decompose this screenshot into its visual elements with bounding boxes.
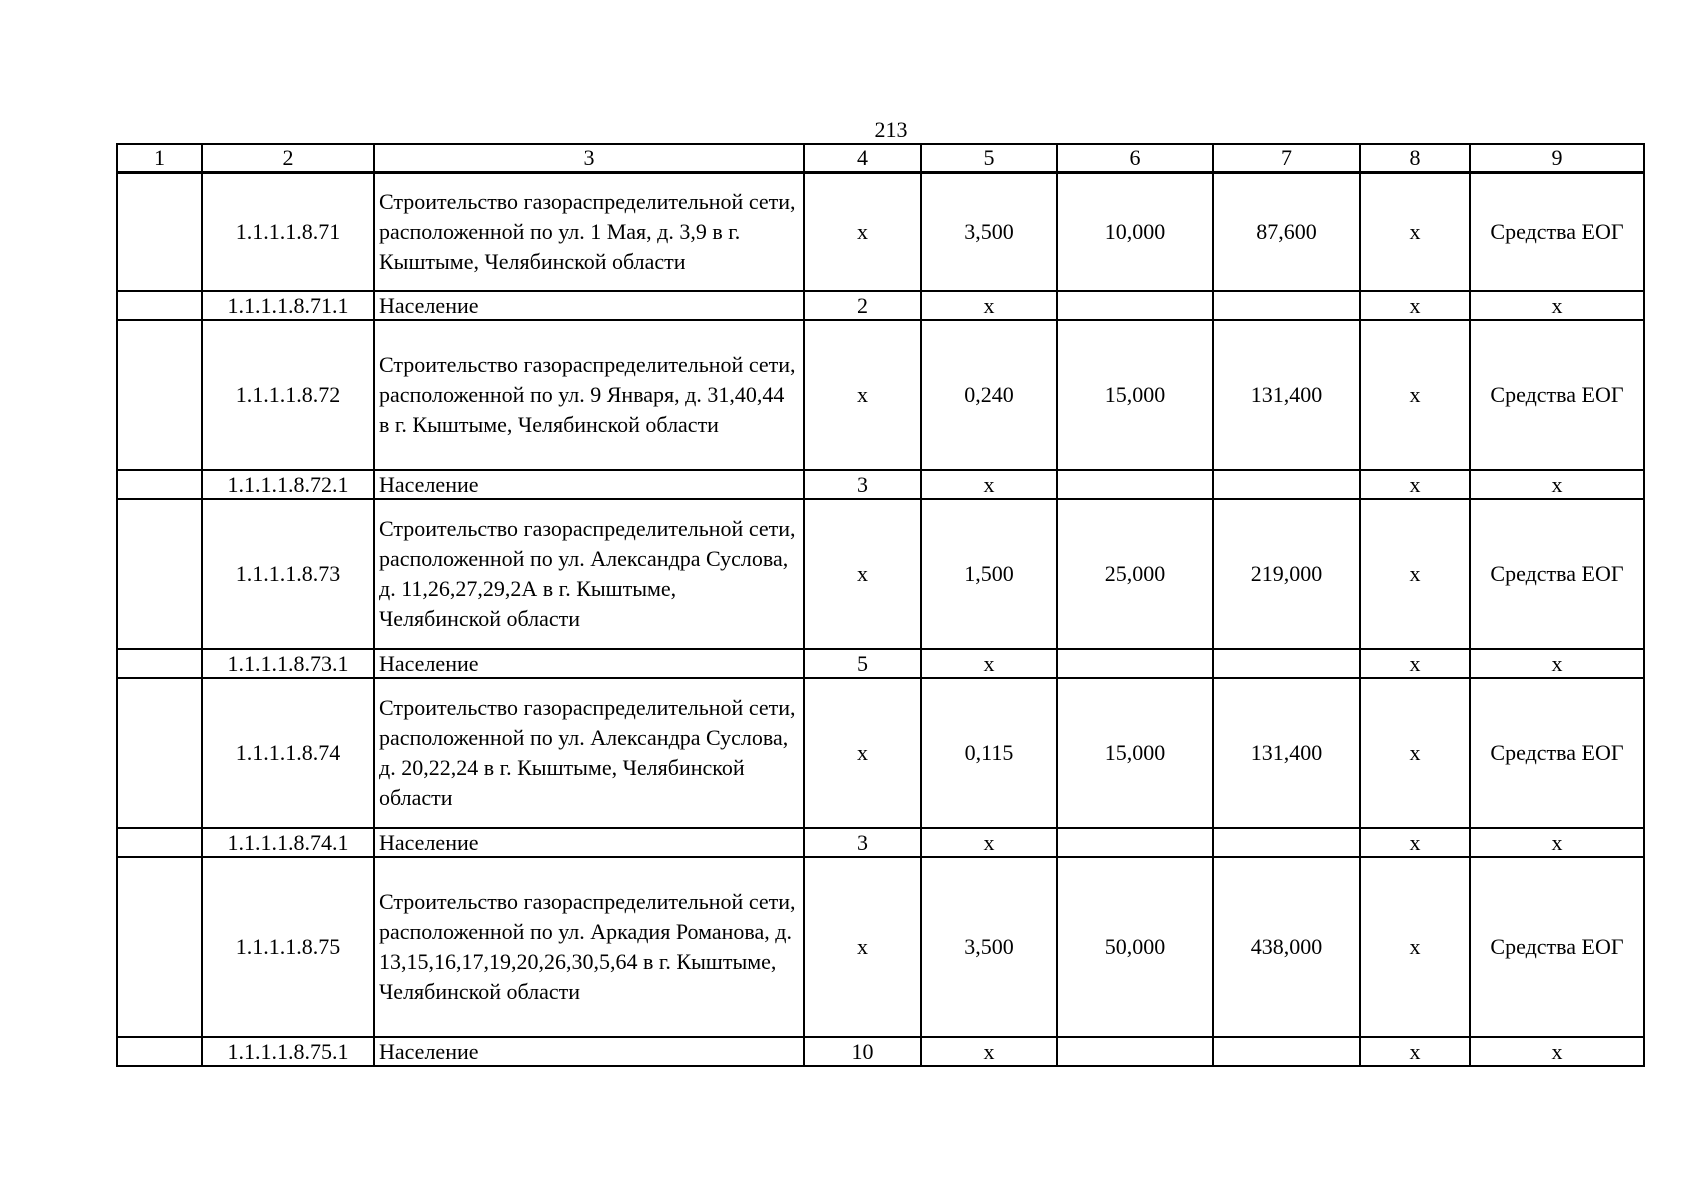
table-row — [117, 1037, 1644, 1066]
description-cell: Строительство газораспределительной сети, расположенной по ул. 9 Января, д. 31,40,44 в г. Кыштыме, Челябинской области — [374, 320, 804, 470]
value-cell: x — [1360, 470, 1470, 499]
value-cell: x — [921, 1037, 1057, 1066]
funding-cell: x — [1470, 649, 1644, 678]
value-cell: 10,000 — [1057, 173, 1213, 291]
value-cell — [1057, 291, 1213, 320]
value-cell — [1057, 1037, 1213, 1066]
page-number: 213 — [874, 117, 908, 142]
code-cell: 1.1.1.1.8.71.1 — [202, 291, 374, 320]
value-cell: 15,000 — [1057, 320, 1213, 470]
header-cell: 1 — [117, 144, 202, 173]
row-number-cell — [117, 649, 202, 678]
funding-cell: x — [1470, 291, 1644, 320]
value-cell: 25,000 — [1057, 499, 1213, 649]
value-cell — [1057, 470, 1213, 499]
table-row — [117, 499, 1644, 649]
value-cell — [1057, 649, 1213, 678]
value-cell — [1213, 649, 1360, 678]
table-row — [117, 320, 1644, 470]
value-cell — [1213, 291, 1360, 320]
description-cell: Население — [374, 291, 804, 320]
row-number-cell — [117, 499, 202, 649]
description-cell: Строительство газораспределительной сети, расположенной по ул. Александра Суслова, д. 20,22,24 в г. Кыштыме, Челябинской области — [374, 678, 804, 828]
value-cell: x — [804, 857, 921, 1037]
table-row — [117, 173, 1644, 291]
description-cell: Население — [374, 1037, 804, 1066]
funding-cell: Средства ЕОГ — [1470, 857, 1644, 1037]
value-cell: x — [1360, 320, 1470, 470]
header-cell: 5 — [921, 144, 1057, 173]
header-cell: 7 — [1213, 144, 1360, 173]
header-cell: 6 — [1057, 144, 1213, 173]
value-cell: 2 — [804, 291, 921, 320]
table-row — [117, 678, 1644, 828]
value-cell: 50,000 — [1057, 857, 1213, 1037]
funding-cell: x — [1470, 470, 1644, 499]
value-cell: x — [1360, 828, 1470, 857]
value-cell: 131,400 — [1213, 678, 1360, 828]
row-number-cell — [117, 828, 202, 857]
value-cell: 3,500 — [921, 173, 1057, 291]
value-cell — [1213, 470, 1360, 499]
value-cell: x — [1360, 291, 1470, 320]
header-cell: 3 — [374, 144, 804, 173]
row-number-cell — [117, 1037, 202, 1066]
value-cell: 87,600 — [1213, 173, 1360, 291]
table-header-row — [117, 144, 1644, 173]
row-number-cell — [117, 320, 202, 470]
value-cell — [1057, 828, 1213, 857]
value-cell: 15,000 — [1057, 678, 1213, 828]
row-number-cell — [117, 291, 202, 320]
table-row — [117, 470, 1644, 499]
value-cell: x — [804, 499, 921, 649]
description-cell: Население — [374, 649, 804, 678]
value-cell: 219,000 — [1213, 499, 1360, 649]
value-cell: 131,400 — [1213, 320, 1360, 470]
value-cell: x — [1360, 1037, 1470, 1066]
value-cell: 5 — [804, 649, 921, 678]
value-cell: x — [921, 291, 1057, 320]
funding-cell: Средства ЕОГ — [1470, 499, 1644, 649]
value-cell: x — [1360, 857, 1470, 1037]
code-cell: 1.1.1.1.8.74.1 — [202, 828, 374, 857]
header-cell: 4 — [804, 144, 921, 173]
value-cell: x — [804, 678, 921, 828]
description-cell: Строительство газораспределительной сети, расположенной по ул. Аркадия Романова, д. 13,15,16,17,19,20,26,30,5,64 в г. Кыштыме, Челябинской области — [374, 857, 804, 1037]
value-cell: x — [1360, 649, 1470, 678]
value-cell: x — [921, 470, 1057, 499]
funding-cell: Средства ЕОГ — [1470, 678, 1644, 828]
value-cell — [1213, 828, 1360, 857]
value-cell: 10 — [804, 1037, 921, 1066]
table-row — [117, 857, 1644, 1037]
description-cell: Строительство газораспределительной сети, расположенной по ул. Александра Суслова, д. 11,26,27,29,2А в г. Кыштыме, Челябинской области — [374, 499, 804, 649]
row-number-cell — [117, 470, 202, 499]
value-cell: 3,500 — [921, 857, 1057, 1037]
value-cell: 0,115 — [921, 678, 1057, 828]
value-cell: x — [921, 649, 1057, 678]
code-cell: 1.1.1.1.8.74 — [202, 678, 374, 828]
funding-cell: Средства ЕОГ — [1470, 320, 1644, 470]
code-cell: 1.1.1.1.8.71 — [202, 173, 374, 291]
table-row — [117, 828, 1644, 857]
investment-table — [116, 143, 1645, 1067]
value-cell: x — [804, 320, 921, 470]
value-cell: 3 — [804, 470, 921, 499]
header-cell: 2 — [202, 144, 374, 173]
code-cell: 1.1.1.1.8.75.1 — [202, 1037, 374, 1066]
value-cell: x — [804, 173, 921, 291]
description-cell: Население — [374, 470, 804, 499]
value-cell: x — [1360, 678, 1470, 828]
row-number-cell — [117, 173, 202, 291]
funding-cell: Средства ЕОГ — [1470, 173, 1644, 291]
description-cell: Население — [374, 828, 804, 857]
description-cell: Строительство газораспределительной сети, расположенной по ул. 1 Мая, д. 3,9 в г. Кыштыме, Челябинской области — [374, 173, 804, 291]
value-cell: x — [1360, 499, 1470, 649]
value-cell: x — [1360, 173, 1470, 291]
value-cell: x — [921, 828, 1057, 857]
code-cell: 1.1.1.1.8.72.1 — [202, 470, 374, 499]
code-cell: 1.1.1.1.8.75 — [202, 857, 374, 1037]
value-cell — [1213, 1037, 1360, 1066]
code-cell: 1.1.1.1.8.73 — [202, 499, 374, 649]
funding-cell: x — [1470, 828, 1644, 857]
header-cell: 9 — [1470, 144, 1644, 173]
table-row — [117, 649, 1644, 678]
table-row — [117, 291, 1644, 320]
row-number-cell — [117, 678, 202, 828]
funding-cell: x — [1470, 1037, 1644, 1066]
code-cell: 1.1.1.1.8.73.1 — [202, 649, 374, 678]
value-cell: 3 — [804, 828, 921, 857]
value-cell: 438,000 — [1213, 857, 1360, 1037]
header-cell: 8 — [1360, 144, 1470, 173]
value-cell: 0,240 — [921, 320, 1057, 470]
code-cell: 1.1.1.1.8.72 — [202, 320, 374, 470]
row-number-cell — [117, 857, 202, 1037]
value-cell: 1,500 — [921, 499, 1057, 649]
